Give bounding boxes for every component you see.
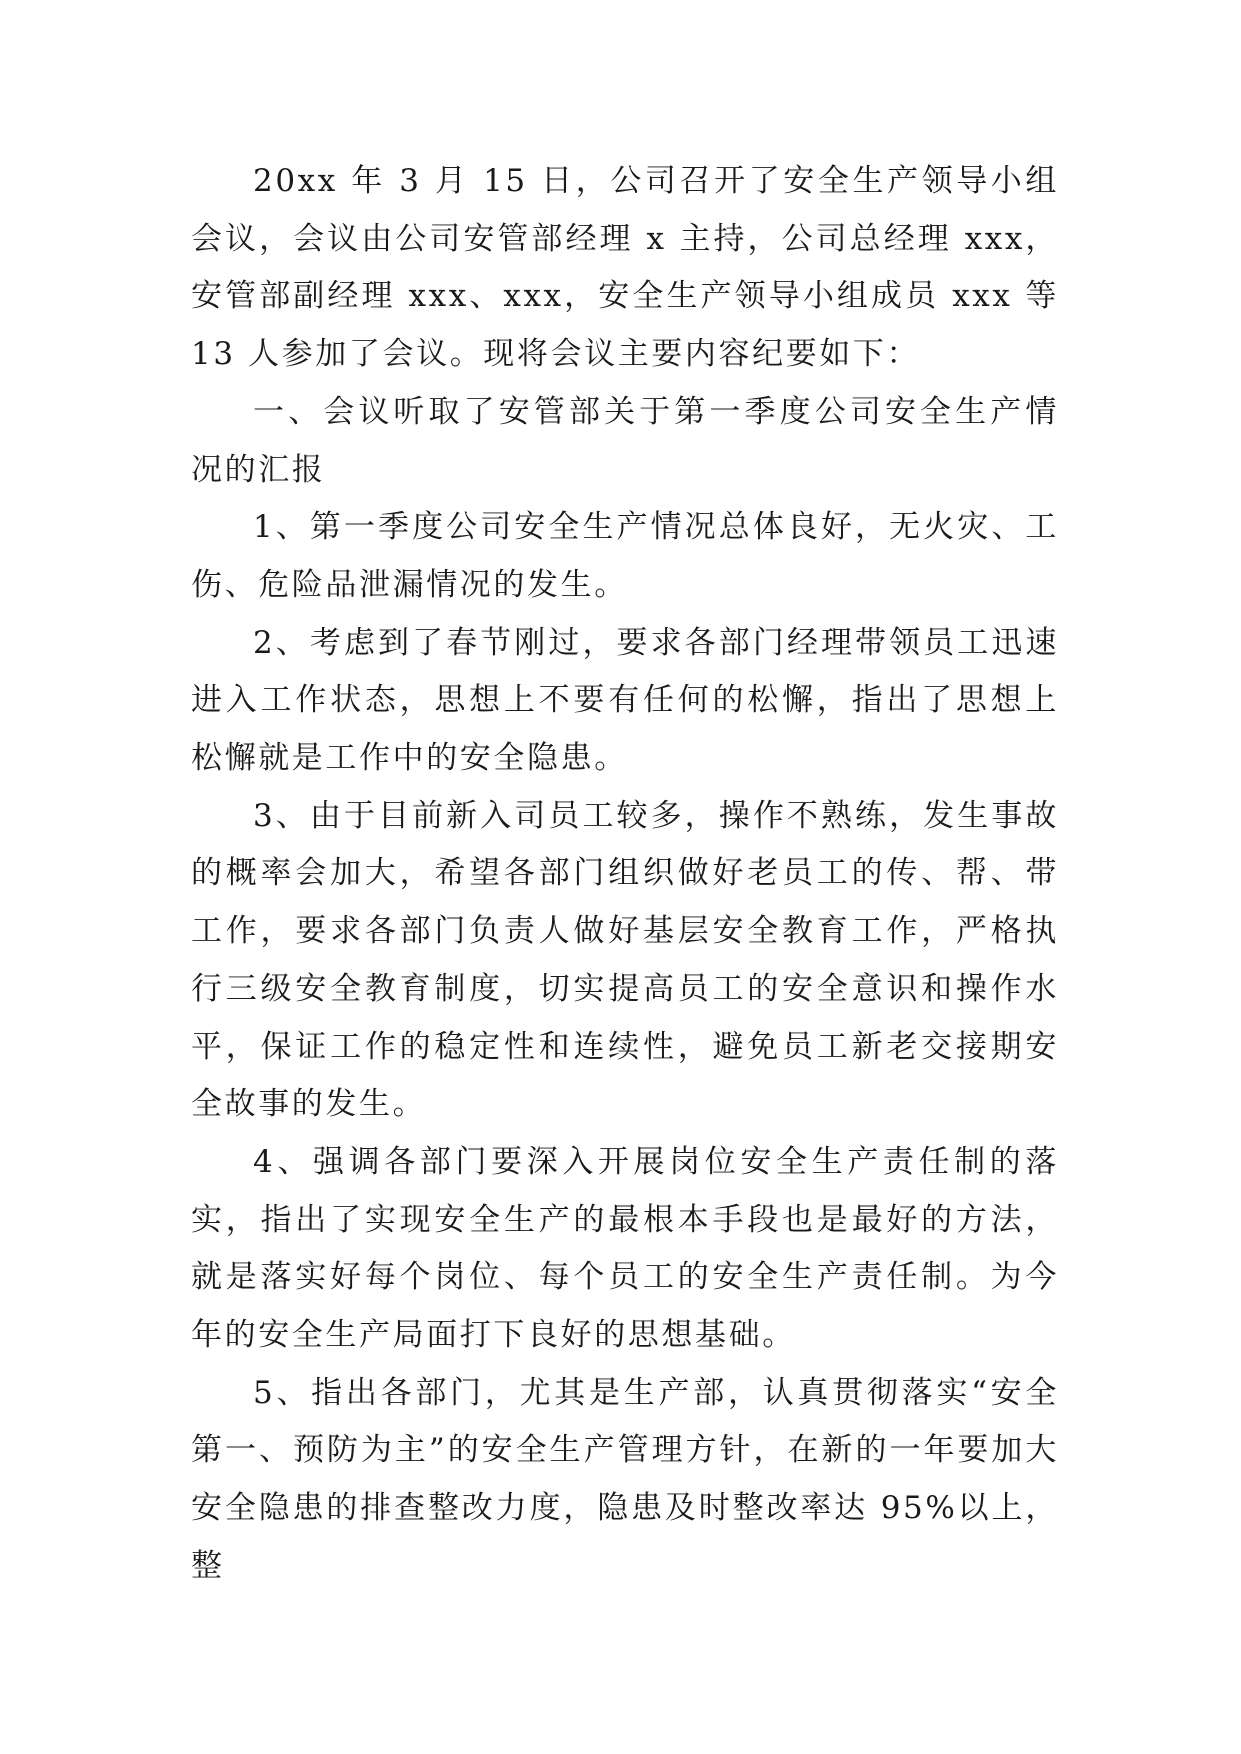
paragraph-section-1-heading: 一、会议听取了安管部关于第一季度公司安全生产情况的汇报 bbox=[191, 393, 1059, 488]
document-body bbox=[191, 153, 1059, 1596]
paragraph-item-3: 3、由于目前新入司员工较多，操作不熟练，发生事故的概率会加大，希望各部门组织做好老员工的传、帮、带工作，要求各部门负责人做好基层安全教育工作，严格执行三级安全教育制度，切实提高员工的安全意识和操作水平，保证工作的稳定性和连续性，避免员工新老交接期安全故事的发生。 bbox=[191, 797, 1059, 1123]
paragraph-item-5: 5、指出各部门，尤其是生产部，认真贯彻落实“安全第一、预防为主”的安全生产管理方针，在新的一年要加大安全隐患的排查整改力度，隐患及时整改率达 95%以上，整 bbox=[191, 1374, 1059, 1584]
paragraph-item-2: 2、考虑到了春节刚过，要求各部门经理带领员工迅速进入工作状态，思想上不要有任何的松懈，指出了思想上松懈就是工作中的安全隐患。 bbox=[191, 624, 1059, 777]
paragraph-item-4: 4、强调各部门要深入开展岗位安全生产责任制的落实，指出了实现安全生产的最根本手段也是最好的方法，就是落实好每个岗位、每个员工的安全生产责任制。为今年的安全生产局面打下良好的思想基础。 bbox=[191, 1143, 1059, 1354]
paragraph-intro: 20xx 年 3 月 15 日，公司召开了安全生产领导小组会议，会议由公司安管部经理 x 主持，公司总经理 xxx，安管部副经理 xxx、xxx，安全生产领导小组成员 xxx 等 13 人参加了会议。现将会议主要内容纪要如下： bbox=[191, 163, 1059, 373]
paragraph-item-1: 1、第一季度公司安全生产情况总体良好，无火灾、工伤、危险品泄漏情况的发生。 bbox=[191, 509, 1059, 603]
